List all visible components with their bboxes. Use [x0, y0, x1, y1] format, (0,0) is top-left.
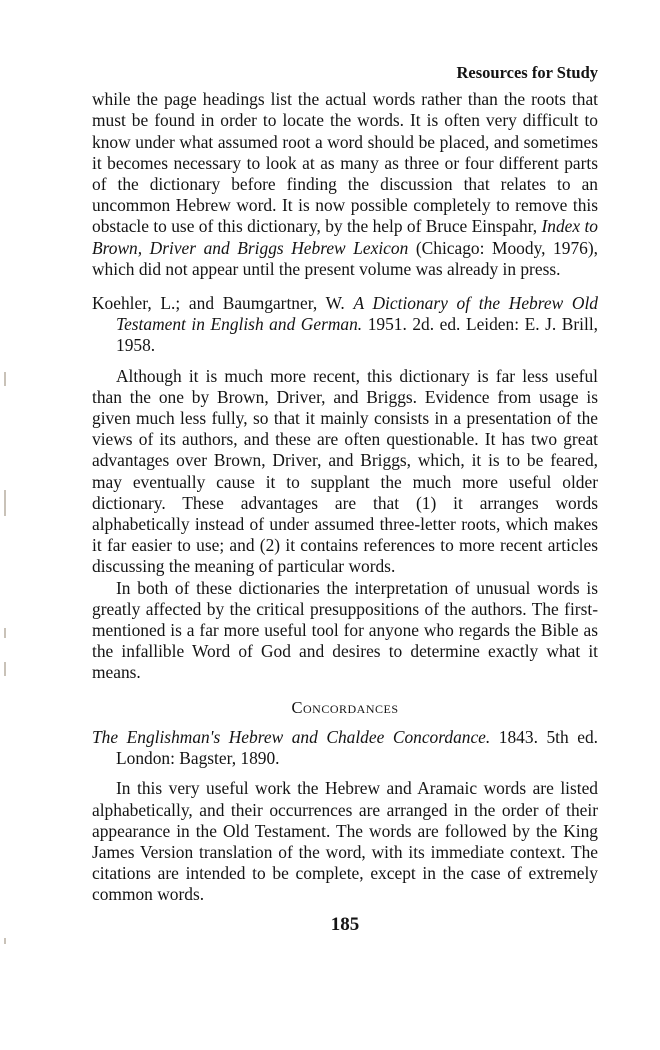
entry-title: The Englishman's Hebrew and Chaldee Concordance. [92, 726, 491, 747]
intro-paragraph [92, 89, 598, 280]
page-number: 185 [330, 913, 360, 935]
entry-details: 1951. 2d. ed. Leiden: E. J. Brill, 1958. [116, 314, 598, 356]
koehler-paragraph-2: In both of these dictionaries the interpretation of unusual words is greatly affected by the critical presuppositions of the authors. The first-mentioned is a far more useful tool for anyone who regards the Bible as the infallible Word of God and desires to determine exactly what it means. [92, 577, 598, 683]
entry-authors: Koehler, L.; and Baumgartner, W. [92, 293, 354, 314]
margin-mark [4, 662, 6, 676]
intro-text: while the page headings list the actual words rather than the roots that must be found in order to locate the words. It is often very difficult to know under what assumed root a word should be placed, and sometimes it becomes necessary to look at as many as three or four different parts of the dictionary before finding the discussion that relates to an uncommon Hebrew word. It is now possible completely to remove this obstacle to use of this dictionary, by the help of Bruce Einspahr, [92, 89, 598, 237]
section-heading: Concordances [291, 697, 399, 717]
bibliography-entry-koehler [92, 293, 598, 357]
intro-book-title: Index to Brown, Driver and Briggs Hebrew Lexicon [92, 216, 598, 258]
bibliography-entry-concordance [92, 727, 598, 769]
running-head: Resources for Study [456, 63, 598, 82]
koehler-paragraph-1: Although it is much more recent, this dictionary is far less useful than the one by Brown, Driver, and Briggs. Evidence from usage is given much less fully, so that it mainly consists in a presentation of the views of its authors, and these are often questionable. It has two great advantages over Brown, Driver, and Briggs, which, it is to be feared, may eventually cause it to supplant the much more useful older dictionary. These advantages are that (1) it arranges words alphabetically instead of under assumed three-letter roots, which makes it far easier to use; and (2) it contains references to more recent articles discussing the meaning of particular words. [92, 365, 598, 577]
intro-text-end: (Chicago: Moody, 1976), which did not appear until the present volume was already in press. [92, 237, 598, 279]
margin-mark [4, 938, 6, 944]
margin-mark [4, 372, 6, 386]
entry-details: 1843. 5th ed. London: Bagster, 1890. [116, 726, 598, 769]
margin-mark [4, 490, 6, 516]
concordance-paragraph: In this very useful work the Hebrew and Aramaic words are listed alphabetically, and their occurrences are arranged in the order of their appearance in the Old Testament. The words are followed by the King James Version translation of the word, with its immediate context. The citations are intended to be complete, except in the case of extremely common words. [92, 778, 598, 905]
entry-title: A Dictionary of the Hebrew Old Testament in English and German. [116, 293, 598, 335]
book-page [92, 62, 598, 935]
margin-mark [4, 628, 6, 638]
